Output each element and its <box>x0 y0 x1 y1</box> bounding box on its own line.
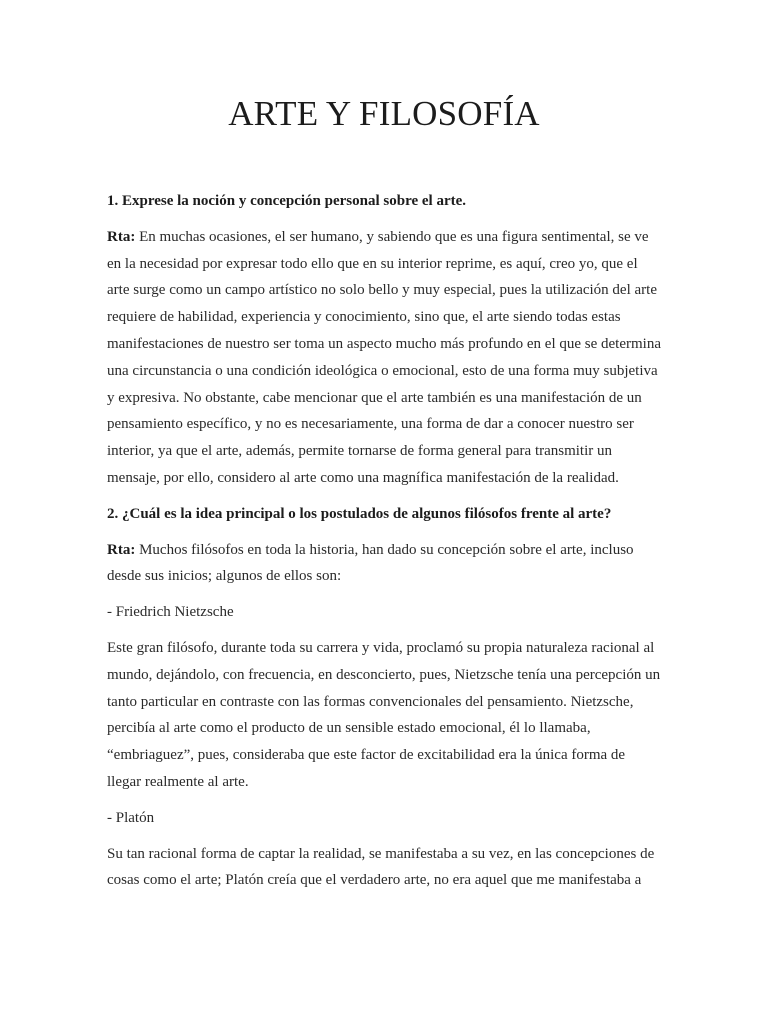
philosopher-1-paragraph: Este gran filósofo, durante toda su carrera y vida, proclamó su propia naturaleza racional al mundo, dejándolo, con frecuencia, en desconcierto, pues, Nietzsche tenía una percepción un tanto particular en contraste con las formas convencionales del pensamiento. Nietzsche, percibía al arte como el producto de un sensible estado emocional, él lo llamaba, “embriaguez”, pues, consideraba que este factor de excitabilidad era la única forma de llegar realmente al arte. <box>107 639 661 790</box>
answer-1-label: Rta: <box>107 228 136 245</box>
answer-1-text: En muchas ocasiones, el ser humano, y sabiendo que es una figura sentimental, se ve en la necesidad por expresar todo ello que en su interior reprime, es aquí, creo yo, que el arte surge como un campo artístico no solo bello y muy especial, pues la utilización del arte requiere de habilidad, experiencia y conocimiento, sino que, el arte siendo todas estas manifestaciones de nuestro ser toma un aspecto mucho más profundo en el que se determina una circunstancia o una condición ideológica o emocional, esto de una forma muy subjetiva y expresiva. No obstante, cabe mencionar que el arte también es una manifestación de un pensamiento específico, y no es necesariamente, una forma de dar a conocer nuestro ser interior, ya que el arte, además, permite tornarse de forma general para transmitir un mensaje, por ello, considero al arte como una magnífica manifestación de la realidad. <box>107 228 661 486</box>
document-title: ARTE Y FILOSOFÍA <box>228 94 540 133</box>
philosopher-2-heading: - Platón <box>107 809 155 826</box>
answer-2-label: Rta: <box>107 541 136 558</box>
question-2: 2. ¿Cuál es la idea principal o los postulados de algunos filósofos frente al arte? <box>107 505 612 522</box>
answer-1 <box>107 224 662 492</box>
answer-2-text: Muchos filósofos en toda la historia, han dado su concepción sobre el arte, incluso desde sus inicios; algunos de ellos son: <box>107 541 634 585</box>
philosopher-1-heading: - Friedrich Nietzsche <box>107 604 234 621</box>
question-1: 1. Exprese la noción y concepción personal sobre el arte. <box>107 193 467 209</box>
philosopher-2-paragraph: Su tan racional forma de captar la realidad, se manifestaba a su vez, en las concepciones de cosas como el arte; Platón creía que el verdadero arte, no era aquel que me manifestaba a <box>107 845 655 889</box>
answer-2 <box>107 537 662 591</box>
document-body <box>107 188 662 903</box>
